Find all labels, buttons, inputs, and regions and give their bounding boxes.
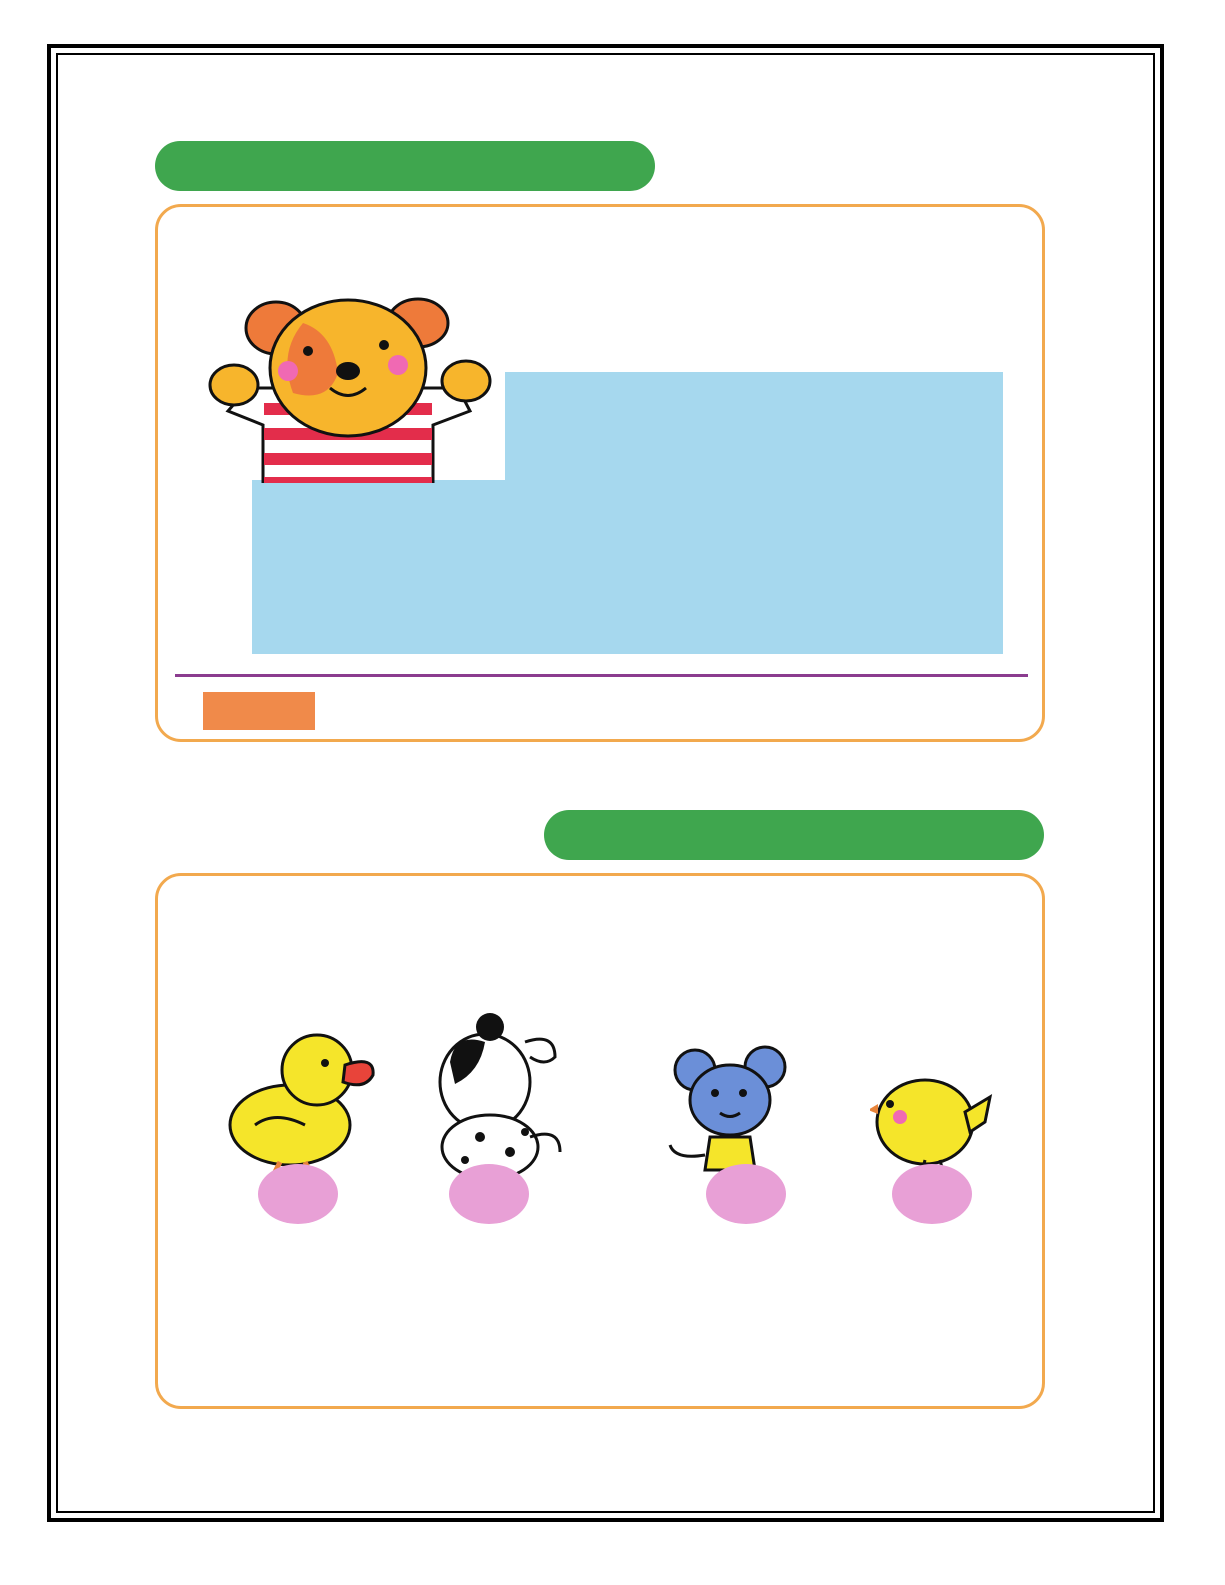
pad-duck: [258, 1164, 338, 1224]
cake-area-bottom: [252, 480, 1003, 654]
section2-banner: [544, 810, 1044, 860]
section1-divider: [175, 674, 1028, 677]
section1-banner: [155, 141, 655, 191]
cake-area-top: [505, 372, 1003, 484]
pad-mouse: [706, 1164, 786, 1224]
pad-chick: [892, 1164, 972, 1224]
mouse-icon: [665, 1045, 795, 1175]
bear-icon: [208, 293, 493, 483]
answer-label: [203, 692, 315, 730]
duck-icon: [225, 1030, 380, 1175]
chick-icon: [870, 1072, 995, 1172]
pad-dog: [449, 1164, 529, 1224]
dog-icon: [430, 1012, 570, 1182]
